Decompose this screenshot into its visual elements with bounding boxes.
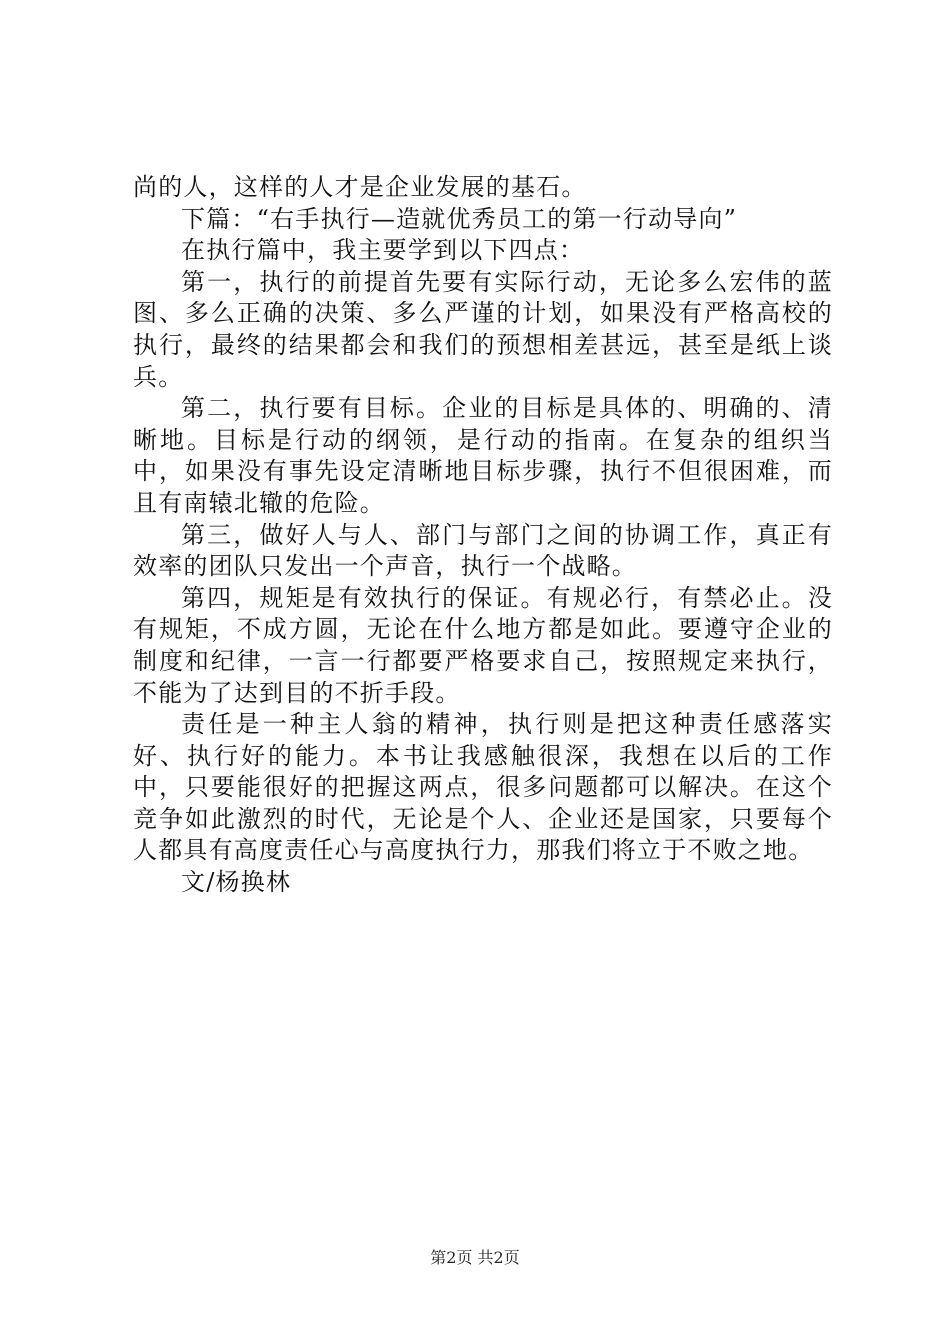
paragraph-continuation: 尚的人，这样的人才是企业发展的基石。	[133, 173, 587, 201]
document-body	[133, 172, 833, 899]
section-heading-part-two: 下篇：“右手执行—造就优秀员工的第一行动导向”	[181, 204, 738, 233]
paragraph-conclusion: 责任是一种主人翁的精神，执行则是把这种责任感落实好、执行好的能力。本书让我感触很深，我想在以后的工作中，只要能很好的把握这两点，很多问题都可以解决。在这个竞争如此激烈的时代，无论是个人、企业还是国家，只要每个人都具有高度责任心与高度执行力，那我们将立于不败之地。	[133, 710, 833, 865]
paragraph-point-two: 第二，执行要有目标。企业的目标是具体的、明确的、清晰地。目标是行动的纲领，是行动的指南。在复杂的组织当中，如果没有事先设定清晰地目标步骤，执行不但很困难，而且有南辕北辙的危险。	[133, 394, 833, 517]
paragraph-point-one: 第一，执行的前提首先要有实际行动，无论多么宏伟的蓝图、多么正确的决策、多么严谨的计划，如果没有严格高校的执行，最终的结果都会和我们的预想相差甚远，甚至是纸上谈兵。	[133, 267, 833, 391]
page-number: 第2页 共2页	[430, 1248, 520, 1267]
page-footer	[0, 1245, 950, 1268]
author-signature: 文/杨换林	[181, 868, 292, 897]
paragraph-point-three: 第三，做好人与人、部门与部门之间的协调工作，真正有效率的团队只发出一个声音，执行一个战略。	[133, 520, 833, 581]
paragraph-intro: 在执行篇中，我主要学到以下四点：	[181, 236, 585, 265]
paragraph-point-four: 第四，规矩是有效执行的保证。有规必行，有禁必止。没有规矩，不成方圆，无论在什么地方都是如此。要遵守企业的制度和纪律，一言一行都要严格要求自己，按照规定来执行，不能为了达到目的不折手段。	[133, 583, 833, 707]
